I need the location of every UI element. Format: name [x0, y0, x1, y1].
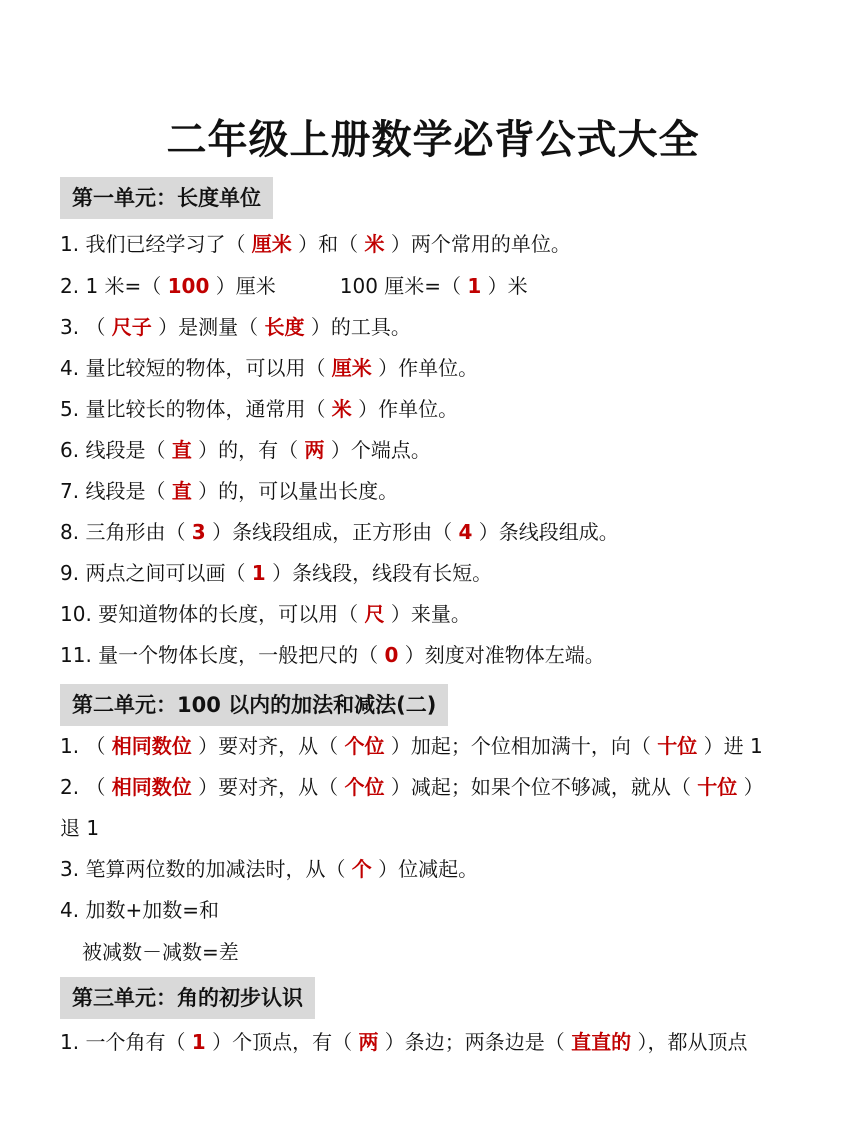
section-heading-unit-3: 第三单元：角的初步认识: [60, 977, 315, 1019]
answer: 直直的: [571, 1030, 632, 1054]
answer: 直: [171, 438, 192, 462]
text: 1. （: [60, 734, 112, 758]
answer: 厘米: [331, 356, 372, 380]
section-heading-unit-2: 第二单元：100 以内的加法和减法(二): [60, 684, 448, 726]
answer: 1: [191, 1030, 206, 1054]
text: 100 厘米=（: [339, 274, 468, 298]
answer: 两: [304, 438, 325, 462]
text: ）是测量（: [151, 315, 265, 339]
answer: 米: [364, 232, 385, 256]
text: 1. 一个角有（: [60, 1030, 192, 1054]
section-heading-unit-1: 第一单元：长度单位: [60, 177, 273, 219]
answer: 长度: [264, 315, 305, 339]
text: 2. （: [60, 775, 112, 799]
text: ）进 1: [697, 734, 763, 758]
list-item: [60, 230, 571, 258]
text: ），都从顶点: [631, 1030, 748, 1054]
text: ）的，有（: [191, 438, 305, 462]
text: ）的工具。: [304, 315, 411, 339]
list-item: [60, 354, 478, 382]
text: 4. 量比较短的物体，可以用（: [60, 356, 332, 380]
answer: 尺子: [111, 315, 152, 339]
text: 2. 1 米=（: [60, 274, 168, 298]
answer: 个: [351, 857, 372, 881]
text: 9. 两点之间可以画（: [60, 561, 252, 585]
text: 10. 要知道物体的长度，可以用（: [60, 602, 365, 626]
answer: 两: [358, 1030, 379, 1054]
text: ）米: [481, 274, 528, 298]
answer: 100: [167, 274, 210, 298]
text: ）: [737, 775, 764, 799]
answer: 十位: [657, 734, 698, 758]
answer: 相同数位: [111, 775, 192, 799]
text: ）个顶点，有（: [205, 1030, 359, 1054]
answer: 厘米: [251, 232, 292, 256]
text: 1. 我们已经学习了（: [60, 232, 252, 256]
answer: 0: [384, 643, 399, 667]
text: ）条线段组成，正方形由（: [205, 520, 459, 544]
answer: 1: [467, 274, 482, 298]
list-item: [60, 477, 398, 505]
answer: 十位: [697, 775, 738, 799]
text: ）和（: [291, 232, 365, 256]
answer: 个位: [344, 775, 385, 799]
answer: 1: [251, 561, 266, 585]
text: 7. 线段是（: [60, 479, 172, 503]
text: ）条边；两条边是（: [378, 1030, 572, 1054]
text: ）减起；如果个位不够减，就从（: [384, 775, 698, 799]
text: 8. 三角形由（: [60, 520, 192, 544]
list-item: [60, 313, 411, 341]
list-item: [60, 436, 431, 464]
text: ）要对齐，从（: [191, 734, 345, 758]
text: 4. 加数+加数=和: [60, 898, 219, 922]
answer: 个位: [344, 734, 385, 758]
list-item: [60, 518, 619, 546]
text: 退 1: [60, 816, 100, 840]
text: 11. 量一个物体长度，一般把尺的（: [60, 643, 385, 667]
text: ）位减起。: [371, 857, 479, 881]
page-title: 二年级上册数学必背公式大全: [166, 117, 700, 163]
list-item: [60, 272, 528, 300]
text: ）个端点。: [324, 438, 431, 462]
text: ）条线段，线段有长短。: [265, 561, 493, 585]
list-item: [60, 395, 458, 423]
answer: 尺: [364, 602, 385, 626]
text: 3. （: [60, 315, 112, 339]
answer: 3: [191, 520, 206, 544]
text: ）作单位。: [351, 397, 459, 421]
text: 被减数－减数=差: [82, 940, 239, 964]
list-item: [60, 773, 764, 801]
list-item: [60, 855, 478, 883]
list-item: [60, 814, 99, 842]
text: ）两个常用的单位。: [384, 232, 571, 256]
list-item: [60, 641, 605, 669]
text: 5. 量比较长的物体，通常用（: [60, 397, 332, 421]
answer: 直: [171, 479, 192, 503]
list-item: [60, 600, 471, 628]
text: ）条线段组成。: [472, 520, 619, 544]
text: ）刻度对准物体左端。: [398, 643, 605, 667]
list-item: [60, 896, 219, 924]
text: ）加起；个位相加满十，向（: [384, 734, 658, 758]
text: ）厘米: [209, 274, 276, 298]
text: ）作单位。: [371, 356, 479, 380]
answer: 相同数位: [111, 734, 192, 758]
answer: 4: [458, 520, 473, 544]
text: ）来量。: [384, 602, 471, 626]
text: ）的，可以量出长度。: [191, 479, 399, 503]
list-item: [60, 1028, 748, 1056]
answer: 米: [331, 397, 352, 421]
list-item: [82, 938, 239, 966]
text: 3. 笔算两位数的加减法时，从（: [60, 857, 352, 881]
list-item: [60, 559, 492, 587]
text: 6. 线段是（: [60, 438, 172, 462]
list-item: [60, 732, 763, 760]
text: ）要对齐，从（: [191, 775, 345, 799]
